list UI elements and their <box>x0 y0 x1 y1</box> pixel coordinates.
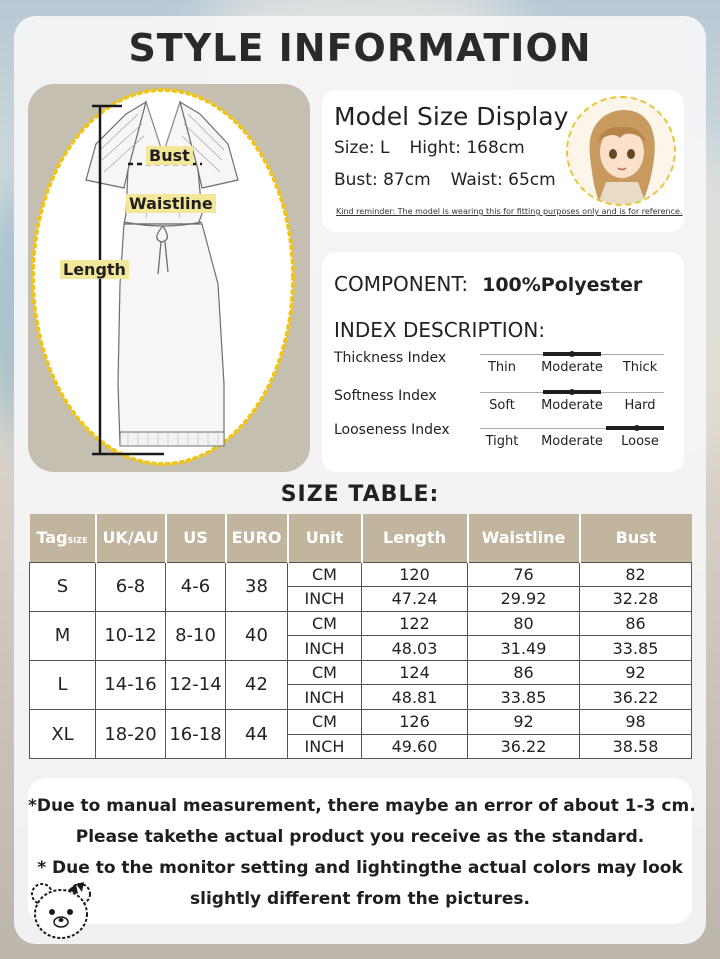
size-tag: L <box>30 660 96 709</box>
model-waist: Waist: 65cm <box>450 170 556 190</box>
waistline-cell: 86 <box>468 660 580 685</box>
thickness-index-label: Thickness Index <box>334 350 447 366</box>
unit-cell: CM <box>288 562 362 587</box>
bust-cell: 36.22 <box>580 685 692 710</box>
model-avatar-illustration <box>566 96 676 206</box>
length-cell: 47.24 <box>362 587 468 612</box>
softness-option-soft: Soft <box>489 398 515 413</box>
bust-cell: 98 <box>580 710 692 735</box>
header-unit: Unit <box>288 514 362 562</box>
header-ukau: UK/AU <box>96 514 166 562</box>
length-cell: 124 <box>362 660 468 685</box>
bust-cell: 82 <box>580 562 692 587</box>
size-ukau: 6-8 <box>96 562 166 611</box>
model-bust-waist-line <box>334 170 556 190</box>
dress-measurement-card <box>28 84 310 472</box>
length-cell: 122 <box>362 611 468 636</box>
size-tag: M <box>30 611 96 660</box>
size-euro: 44 <box>226 710 288 759</box>
table-row <box>30 611 692 636</box>
bust-cell: 33.85 <box>580 636 692 661</box>
waistline-cell: 76 <box>468 562 580 587</box>
size-ukau: 10-12 <box>96 611 166 660</box>
header-length: Length <box>362 514 468 562</box>
bust-cell: 32.28 <box>580 587 692 612</box>
looseness-option-moderate: Moderate <box>541 434 603 449</box>
model-size-title: Model Size Display <box>334 102 569 131</box>
unit-cell: INCH <box>288 734 362 759</box>
unit-cell: INCH <box>288 685 362 710</box>
header-us: US <box>166 514 226 562</box>
size-tag: XL <box>30 710 96 759</box>
length-cell: 49.60 <box>362 734 468 759</box>
length-cell: 120 <box>362 562 468 587</box>
size-ukau: 14-16 <box>96 660 166 709</box>
index-description-title: INDEX DESCRIPTION: <box>334 318 546 342</box>
bust-cell: 38.58 <box>580 734 692 759</box>
unit-cell: INCH <box>288 636 362 661</box>
header-bust: Bust <box>580 514 692 562</box>
header-waistline: Waistline <box>468 514 580 562</box>
size-ukau: 18-20 <box>96 710 166 759</box>
unit-cell: CM <box>288 611 362 636</box>
waistline-cell: 80 <box>468 611 580 636</box>
size-euro: 38 <box>226 562 288 611</box>
waistline-cell: 92 <box>468 710 580 735</box>
component-row <box>334 272 642 296</box>
unit-cell: CM <box>288 710 362 735</box>
size-table-header-row <box>30 514 692 562</box>
model-height: Hight: 168cm <box>409 138 525 158</box>
notes-card <box>28 778 696 924</box>
thickness-option-moderate: Moderate <box>541 360 603 375</box>
size-table-title: SIZE TABLE: <box>280 482 440 507</box>
fitting-reminder: Kind reminder: The model is wearing this for fitting purposes only and is for reference. <box>336 207 683 216</box>
waistline-cell: 31.49 <box>468 636 580 661</box>
note-line-1: *Due to manual measurement, there maybe an error of about 1-3 cm. <box>28 796 696 816</box>
size-us: 16-18 <box>166 710 226 759</box>
waistline-cell: 29.92 <box>468 587 580 612</box>
softness-option-hard: Hard <box>624 398 656 413</box>
size-us: 8-10 <box>166 611 226 660</box>
model-size-card <box>322 90 684 232</box>
looseness-option-loose: Loose <box>621 434 659 449</box>
note-line-2: Please takethe actual product you receive as the standard. <box>75 827 645 847</box>
table-row <box>30 710 692 735</box>
header-tag: TagSIZE <box>30 514 96 562</box>
component-card <box>322 252 684 472</box>
note-line-3: * Due to the monitor setting and lightingthe actual colors may look <box>37 858 683 878</box>
bear-icon <box>28 880 94 942</box>
unit-cell: INCH <box>288 587 362 612</box>
model-size: Size: L <box>334 138 390 158</box>
bust-label: Bust <box>146 146 193 165</box>
model-size-height-line <box>334 138 525 158</box>
note-line-4: slightly different from the pictures. <box>190 889 530 909</box>
thickness-option-thick: Thick <box>622 360 658 375</box>
bust-cell: 86 <box>580 611 692 636</box>
component-label: COMPONENT: <box>334 272 469 296</box>
header-euro: EURO <box>226 514 288 562</box>
waistline-cell: 33.85 <box>468 685 580 710</box>
page-title: STYLE INFORMATION <box>128 26 592 70</box>
bust-cell: 92 <box>580 660 692 685</box>
length-cell: 48.03 <box>362 636 468 661</box>
size-us: 12-14 <box>166 660 226 709</box>
waistline-cell: 36.22 <box>468 734 580 759</box>
component-value: 100%Polyester <box>482 274 643 296</box>
length-label: Length <box>60 260 129 279</box>
header-tag-suffix: SIZE <box>67 536 88 546</box>
softness-option-moderate: Moderate <box>541 398 603 413</box>
size-euro: 42 <box>226 660 288 709</box>
model-bust: Bust: 87cm <box>334 170 431 190</box>
thickness-option-thin: Thin <box>487 360 517 375</box>
table-row <box>30 562 692 587</box>
looseness-option-tight: Tight <box>485 434 519 449</box>
size-table <box>29 514 692 759</box>
looseness-index-scale <box>480 428 664 452</box>
looseness-index-label: Looseness Index <box>334 422 450 438</box>
length-cell: 126 <box>362 710 468 735</box>
waistline-label: Waistline <box>126 194 216 213</box>
length-cell: 48.81 <box>362 685 468 710</box>
table-row <box>30 660 692 685</box>
size-us: 4-6 <box>166 562 226 611</box>
thickness-index-scale <box>480 354 664 378</box>
size-tag: S <box>30 562 96 611</box>
unit-cell: CM <box>288 660 362 685</box>
softness-index-scale <box>480 392 664 416</box>
size-euro: 40 <box>226 611 288 660</box>
softness-index-label: Softness Index <box>334 388 437 404</box>
